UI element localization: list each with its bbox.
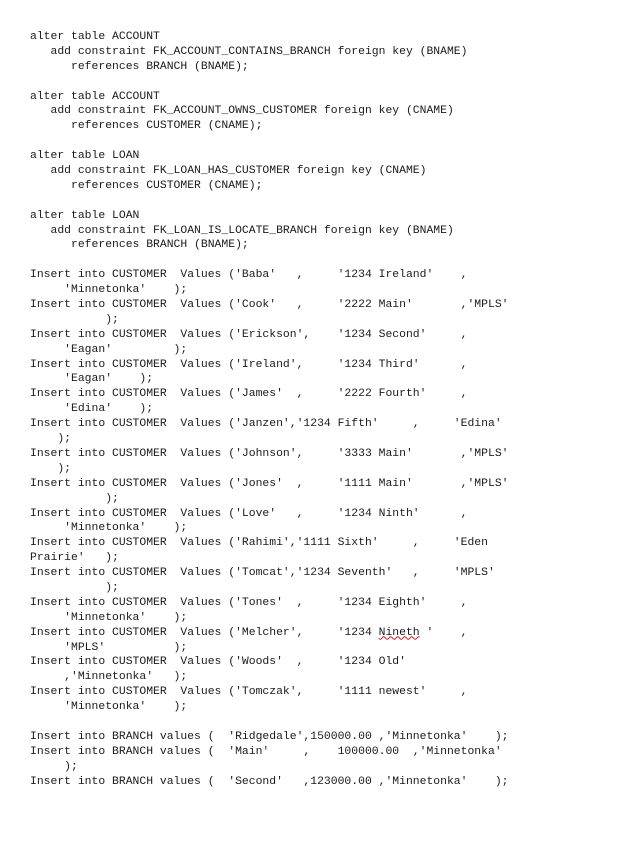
code-line: references BRANCH (BNAME); [30, 239, 249, 252]
code-line: Insert into CUSTOMER Values ('Jones' , '1111 Main' ,'MPLS' [30, 477, 509, 490]
code-line: Insert into BRANCH values ( 'Ridgedale',150000.00 ,'Minnetonka' ); [30, 730, 509, 743]
code-line: 'Minnetonka' ); [30, 284, 188, 297]
code-line: Insert into CUSTOMER Values ('Melcher', '1234 Nineth ' , [30, 626, 468, 639]
code-line: 'Minnetonka' ); [30, 611, 188, 624]
code-line: alter table ACCOUNT [30, 90, 160, 103]
code-line: add constraint FK_ACCOUNT_OWNS_CUSTOMER foreign key (CNAME) [30, 105, 454, 118]
code-line: ); [30, 433, 72, 446]
code-line: ); [30, 462, 72, 475]
code-line: add constraint FK_LOAN_IS_LOCATE_BRANCH foreign key (BNAME) [30, 224, 454, 237]
code-line: Insert into CUSTOMER Values ('Woods' , '1234 Old' [30, 656, 406, 669]
code-line: 'Minnetonka' ); [30, 701, 188, 714]
code-line: ); [30, 313, 119, 326]
document-page [30, 30, 610, 789]
blank-line [30, 194, 610, 209]
code-line: references CUSTOMER (CNAME); [30, 179, 263, 192]
code-line: Insert into CUSTOMER Values ('Erickson', '1234 Second' , [30, 328, 468, 341]
code-line: alter table ACCOUNT [30, 31, 160, 43]
blank-line [30, 253, 610, 268]
code-line: Insert into CUSTOMER Values ('Tomczak', '1111 newest' , [30, 686, 468, 699]
code-line: Insert into BRANCH values ( 'Main' , 100000.00 ,'Minnetonka' [30, 745, 502, 758]
code-line: 'Eagan' ); [30, 373, 154, 386]
code-line: Insert into CUSTOMER Values ('James' , '2222 Fourth' , [30, 388, 468, 401]
code-line: ); [30, 492, 119, 505]
code-line: Insert into CUSTOMER Values ('Johnson', '3333 Main' ,'MPLS' [30, 447, 509, 460]
code-line: ); [30, 581, 119, 594]
code-line: Insert into CUSTOMER Values ('Rahimi','1111 Sixth' , 'Eden [30, 537, 488, 550]
code-line: Insert into CUSTOMER Values ('Janzen','1234 Fifth' , 'Edina' [30, 418, 502, 431]
code-line: Insert into CUSTOMER Values ('Cook' , '2222 Main' ,'MPLS' [30, 299, 509, 312]
code-line: Insert into CUSTOMER Values ('Baba' , '1234 Ireland' , [30, 269, 468, 282]
code-line: Insert into CUSTOMER Values ('Tones' , '1234 Eighth' , [30, 596, 468, 609]
code-line: ,'Minnetonka' ); [30, 671, 188, 684]
code-line: Insert into BRANCH values ( 'Second' ,123000.00 ,'Minnetonka' ); [30, 775, 509, 788]
code-line: Insert into CUSTOMER Values ('Ireland', '1234 Third' , [30, 358, 468, 371]
code-line: references CUSTOMER (CNAME); [30, 120, 263, 133]
code-line: alter table LOAN [30, 150, 140, 163]
code-line: 'Eagan' ); [30, 343, 188, 356]
blank-line [30, 715, 610, 730]
code-line: references BRANCH (BNAME); [30, 60, 249, 73]
code-line: Prairie' ); [30, 552, 119, 565]
code-line: 'Edina' ); [30, 403, 154, 416]
code-line: Insert into CUSTOMER Values ('Tomcat','1234 Seventh' , 'MPLS' [30, 567, 495, 580]
code-line: add constraint FK_LOAN_HAS_CUSTOMER foreign key (CNAME) [30, 165, 427, 178]
code-line: 'MPLS' ); [30, 641, 188, 654]
spellcheck-underline: Nineth [378, 626, 420, 639]
code-line: add constraint FK_ACCOUNT_CONTAINS_BRANCH foreign key (BNAME) [30, 45, 468, 58]
blank-line [30, 75, 610, 90]
code-line: Insert into CUSTOMER Values ('Love' , '1234 Ninth' , [30, 507, 468, 520]
code-line: 'Minnetonka' ); [30, 522, 188, 535]
code-line: alter table LOAN [30, 209, 140, 222]
code-line: ); [30, 760, 78, 773]
sql-script [30, 30, 610, 789]
blank-line [30, 134, 610, 149]
